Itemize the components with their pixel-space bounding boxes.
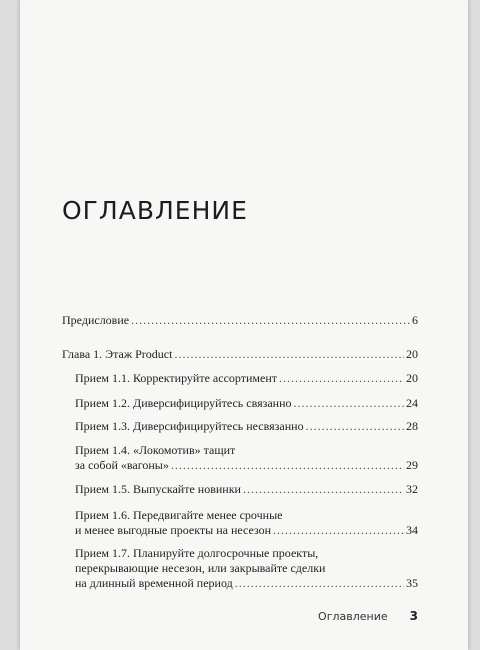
toc-entry-1-1 <box>75 371 418 386</box>
page-number: 3 <box>409 609 418 623</box>
toc-entry-line: Прием 1.4. «Локомотив» тащит <box>75 443 236 457</box>
toc-entry-1-6 <box>75 508 418 538</box>
leader-dots <box>279 371 404 386</box>
toc-entry-line: перекрывающие несезон, или закрывайте сделки <box>75 561 326 575</box>
leader-dots <box>243 482 404 497</box>
toc-entry-line: Прием 1.6. Передвигайте менее срочные <box>75 508 283 522</box>
toc-entry-page: 29 <box>406 458 418 472</box>
leader-dots <box>273 523 404 538</box>
toc-entry-label: Прием 1.1. Корректируйте ассортимент <box>75 371 277 385</box>
toc-entry-label: за собой «вагоны» <box>75 458 169 472</box>
footer-section: Оглавление <box>318 610 388 623</box>
toc-entry-label: Прием 1.2. Диверсифицируйтесь связанно <box>75 396 292 410</box>
bleed-through-text <box>60 28 440 178</box>
leader-dots <box>235 576 404 591</box>
toc-entry-label: Предисловие <box>62 313 130 327</box>
leader-dots <box>171 458 404 473</box>
page-title: ОГЛАВЛЕНИЕ <box>62 196 248 225</box>
toc-entry-page: 20 <box>406 371 418 385</box>
toc-entry-label: и менее выгодные проекты на несезон <box>75 523 272 537</box>
toc-entry-page: 20 <box>406 347 418 361</box>
toc-entry-label: Глава 1. Этаж Product <box>62 347 173 361</box>
leader-dots <box>294 396 404 411</box>
toc-entry-label: Прием 1.3. Диверсифицируйтесь несвязанно <box>75 419 304 433</box>
toc-entry-page: 35 <box>406 576 418 590</box>
toc-entry-page: 24 <box>406 396 418 410</box>
toc-entry-1-3 <box>75 419 418 434</box>
toc-entry-page: 32 <box>406 482 418 496</box>
toc-entry-line: Прием 1.7. Планируйте долгосрочные проекты, <box>75 546 319 560</box>
toc-entry-label: на длинный временной период <box>75 576 233 590</box>
toc-entry-1-5 <box>75 482 418 497</box>
toc-entry-page: 6 <box>412 313 418 327</box>
leader-dots <box>131 313 410 328</box>
running-footer <box>318 609 418 623</box>
toc-entry-1-4 <box>75 443 418 473</box>
toc-entry-label: Прием 1.5. Выпускайте новинки <box>75 482 241 496</box>
leader-dots <box>306 419 404 434</box>
toc-entry-page: 28 <box>406 419 418 433</box>
toc-entry-1-2 <box>75 396 418 411</box>
toc-entry-preface <box>62 313 418 328</box>
toc-entry-1-7 <box>75 546 418 591</box>
leader-dots <box>174 347 404 362</box>
toc-entry-page: 34 <box>406 523 418 537</box>
toc-entry-chapter-1 <box>62 347 418 362</box>
book-page <box>20 0 468 650</box>
